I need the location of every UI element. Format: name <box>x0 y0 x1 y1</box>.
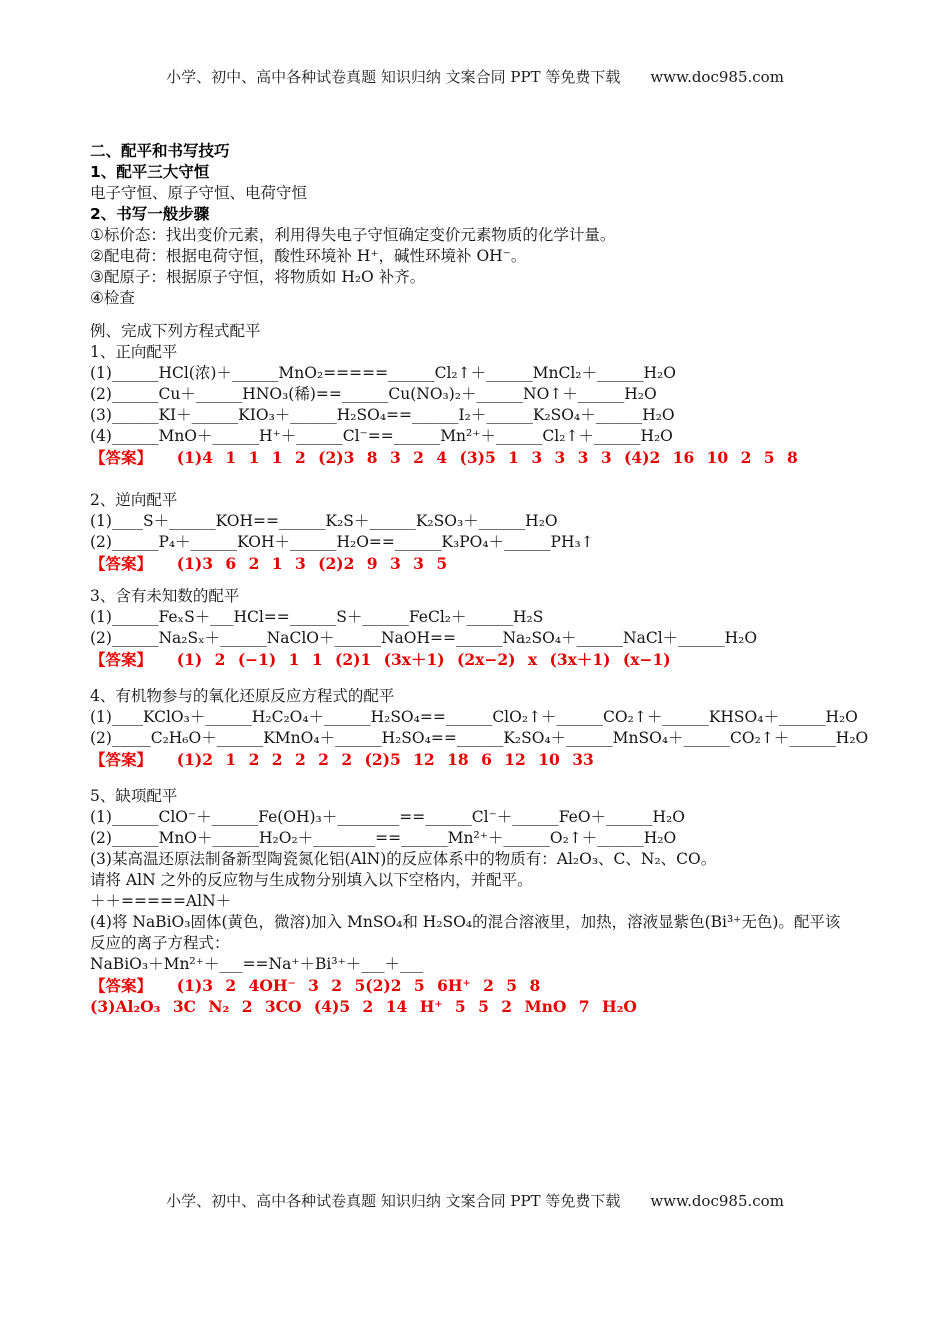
header-url: www.doc985.com <box>650 68 784 86</box>
page-header <box>0 66 950 87</box>
answer-line: 【答案】 (1) 2 (−1) 1 1 (2)1 (3x＋1) (2x−2) x (3x＋1) (x−1) <box>90 650 671 669</box>
header-text: 小学、初中、高中各种试卷真题 知识归纳 文案合同 PPT 等免费下载 <box>166 68 621 86</box>
intro-subheading-1: 1、配平三大守恒 <box>90 163 210 181</box>
document-content <box>90 141 890 1017</box>
group-title: 2、逆向配平 <box>90 491 178 509</box>
intro-step-1: ①标价态：找出变价元素，利用得失电子守恒确定变价元素物质的化学计量。 <box>90 226 616 244</box>
equation-line: (2)_____C₂H₆O＋______KMnO₄＋______H₂SO₄==______K₂SO₄＋______MnSO₄＋______CO₂↑＋______H₂O <box>90 729 869 747</box>
equation-line: (4)______MnO＋______H⁺＋______Cl⁻==______Mn²⁺＋______Cl₂↑＋______H₂O <box>90 427 673 445</box>
blank-equation-line: ＋＋=====AlN＋ <box>90 892 232 910</box>
equation-line: (1)______HCl(浓)＋______MnO₂=====______Cl₂↑＋______MnCl₂＋______H₂O <box>90 364 676 382</box>
equation-line: (1)______ClO⁻＋______Fe(OH)₃＋________==______Cl⁻＋______FeO＋______H₂O <box>90 808 685 826</box>
question-4-text-line-2: 反应的离子方程式： <box>90 934 230 952</box>
spacer <box>90 309 890 321</box>
equation-line: (2)______Cu＋______HNO₃(稀)==______Cu(NO₃)₂＋______NO↑＋______H₂O <box>90 385 657 403</box>
group-title: 1、正向配平 <box>90 343 178 361</box>
footer-text: 小学、初中、高中各种试卷真题 知识归纳 文案合同 PPT 等免费下载 <box>166 1192 621 1210</box>
example-group-4 <box>90 686 890 770</box>
answer-line: 【答案】 (1)3 2 4OH⁻ 3 2 5(2)2 5 6H⁺ 2 5 8 <box>90 976 541 995</box>
equation-line: (1)____S＋______KOH==______K₂S＋______K₂SO₃＋______H₂O <box>90 512 558 530</box>
group-title: 3、含有未知数的配平 <box>90 587 240 605</box>
example-group-3 <box>90 586 890 670</box>
answer-line: 【答案】 (1)4 1 1 1 2 (2)3 8 3 2 4 (3)5 1 3 3 3 3 (4)2 16 10 2 5 8 <box>90 448 798 467</box>
intro-subheading-2: 2、书写一般步骤 <box>90 205 210 223</box>
answer-line: 【答案】 (1)2 1 2 2 2 2 2 (2)5 12 18 6 12 10 33 <box>90 750 594 769</box>
examples-title: 例、完成下列方程式配平 <box>90 322 261 340</box>
equation-line: (1)______FeₓS＋___HCl==______S＋______FeCl₂＋______H₂S <box>90 608 544 626</box>
answer-line: 【答案】 (1)3 6 2 1 3 (2)2 9 3 3 5 <box>90 554 448 573</box>
spacer <box>90 468 890 490</box>
group-title: 5、缺项配平 <box>90 787 178 805</box>
answer-line: (3)Al₂O₃ 3C N₂ 2 3CO (4)5 2 14 H⁺ 5 5 2 MnO 7 H₂O <box>90 997 637 1016</box>
intro-step-2: ②配电荷：根据电荷守恒，酸性环境补 H⁺，碱性环境补 OH⁻。 <box>90 247 527 265</box>
ion-equation-line: NaBiO₃＋Mn²⁺＋___==Na⁺＋Bi³⁺＋___＋___ <box>90 955 424 973</box>
group-title: 4、有机物参与的氧化还原反应方程式的配平 <box>90 687 395 705</box>
question-3-text-line-2: 请将 AlN 之外的反应物与生成物分别填入以下空格内，并配平。 <box>90 871 533 889</box>
equation-line: (1)____KClO₃＋______H₂C₂O₄＋______H₂SO₄==______ClO₂↑＋______CO₂↑＋______KHSO₄＋______H₂O <box>90 708 858 726</box>
spacer <box>90 670 890 686</box>
spacer <box>90 770 890 786</box>
intro-subheading-1-body: 电子守恒、原子守恒、电荷守恒 <box>90 184 308 202</box>
footer-url: www.doc985.com <box>650 1192 784 1210</box>
example-group-5 <box>90 786 890 1017</box>
intro-step-3: ③配原子：根据原子守恒，将物质如 H₂O 补齐。 <box>90 268 426 286</box>
example-group-2 <box>90 490 890 574</box>
intro-step-4: ④检查 <box>90 289 135 307</box>
question-4-text-line-1: (4)将 NaBiO₃固体(黄色，微溶)加入 MnSO₄和 H₂SO₄的混合溶液里，加热，溶液显紫色(Bi³⁺无色)。配平该 <box>90 913 841 931</box>
example-group-1 <box>90 342 890 468</box>
equation-line: (2)______MnO＋______H₂O₂＋________==______Mn²⁺＋______O₂↑＋______H₂O <box>90 829 677 847</box>
spacer <box>90 574 890 586</box>
doc-section-title: 二、配平和书写技巧 <box>90 142 230 160</box>
question-3-text-line-1: (3)某高温还原法制备新型陶瓷氮化铝(AlN)的反应体系中的物质有：Al₂O₃、C、N₂、CO。 <box>90 850 717 868</box>
equation-line: (3)______KI＋______KIO₃＋______H₂SO₄==______I₂＋______K₂SO₄＋______H₂O <box>90 406 675 424</box>
page-footer <box>0 1190 950 1211</box>
equation-line: (2)______P₄＋______KOH＋______H₂O==______K₃PO₄＋______PH₃↑ <box>90 533 594 551</box>
equation-line: (2)______Na₂Sₓ＋______NaClO＋______NaOH==______Na₂SO₄＋______NaCl＋______H₂O <box>90 629 758 647</box>
